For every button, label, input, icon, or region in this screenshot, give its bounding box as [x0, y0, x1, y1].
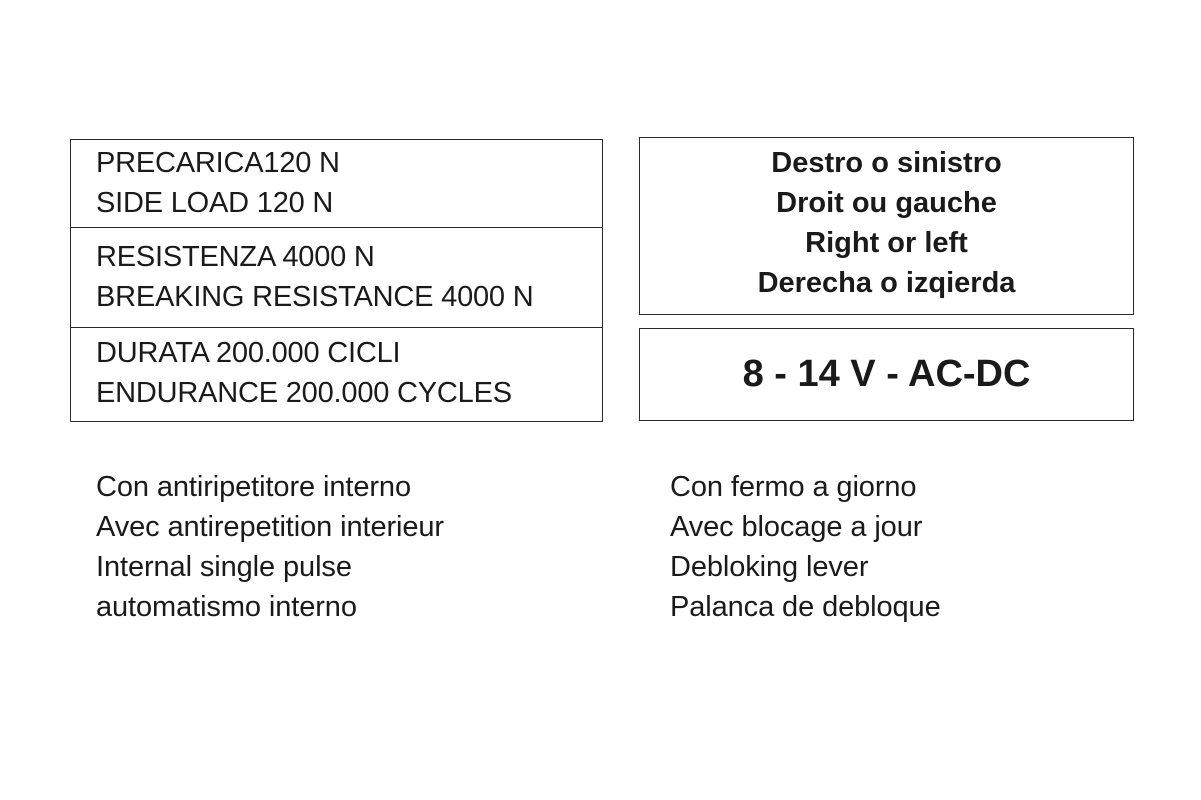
handedness-english: Right or left: [805, 227, 968, 259]
note-line-spanish: Palanca de debloque: [670, 591, 941, 623]
spec-line-english: BREAKING RESISTANCE 4000 N: [96, 281, 534, 313]
handedness-box: [639, 137, 1134, 315]
note-line-italian: Con fermo a giorno: [670, 471, 917, 503]
notes-single-pulse: [96, 467, 444, 627]
handedness-french: Droit ou gauche: [776, 187, 997, 219]
spec-row-side-load: [71, 140, 602, 228]
spec-row-endurance: [71, 328, 602, 422]
spec-line-english: ENDURANCE 200.000 CYCLES: [96, 377, 512, 409]
note-line-spanish: automatismo interno: [96, 591, 357, 623]
note-line-french: Avec antirepetition interieur: [96, 511, 444, 543]
spec-line-italian: PRECARICA120 N: [96, 147, 340, 179]
handedness-italian: Destro o sinistro: [771, 147, 1002, 179]
voltage-box: [639, 328, 1134, 421]
spec-row-breaking-resistance: [71, 228, 602, 328]
note-line-italian: Con antiripetitore interno: [96, 471, 411, 503]
spec-table: [70, 139, 603, 422]
handedness-spanish: Derecha o izqierda: [757, 267, 1016, 299]
spec-line-italian: DURATA 200.000 CICLI: [96, 337, 401, 369]
note-line-english: Debloking lever: [670, 551, 869, 583]
spec-line-english: SIDE LOAD 120 N: [96, 187, 334, 219]
note-line-french: Avec blocage a jour: [670, 511, 923, 543]
voltage-rating: 8 - 14 V - AC-DC: [742, 353, 1031, 395]
spec-line-italian: RESISTENZA 4000 N: [96, 241, 375, 273]
note-line-english: Internal single pulse: [96, 551, 352, 583]
notes-debloking-lever: [670, 467, 941, 627]
